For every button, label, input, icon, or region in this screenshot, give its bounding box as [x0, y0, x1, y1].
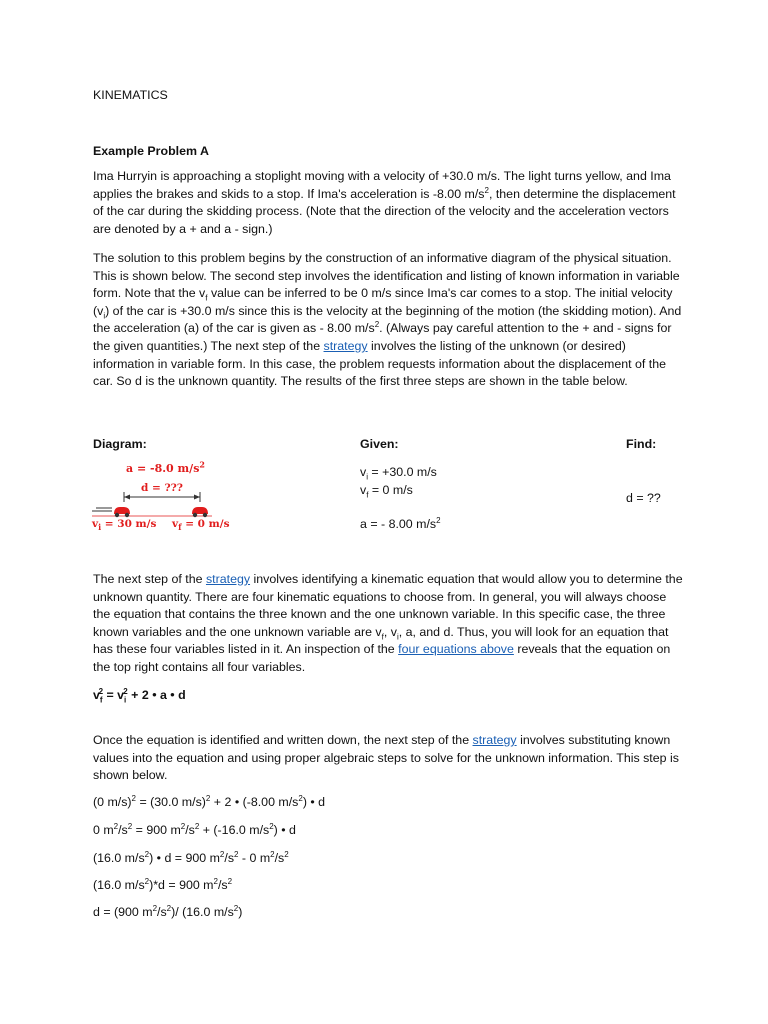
arrowhead-left — [124, 495, 130, 500]
given-a-text: a = - 8.00 m/s — [360, 517, 437, 531]
given-a — [360, 516, 441, 533]
step2-a: 0 m — [93, 823, 114, 837]
diagram-vf-label — [172, 518, 230, 533]
key-eq-sub1: f — [99, 695, 103, 705]
solution-sup-1: 2 — [374, 320, 380, 330]
step5-f: 2 — [233, 903, 239, 913]
key-eq-sup2: 2 — [123, 686, 128, 696]
step3-c: ) • d = 900 m — [149, 851, 220, 865]
four-equations-link[interactable]: four equations above — [398, 642, 514, 657]
step1-b: 2 — [131, 793, 136, 803]
step3-a: (16.0 m/s — [93, 851, 145, 865]
solution-text-4: . (Always pay careful attention to the + and - signs for the given quantities.) The next step of the — [93, 321, 672, 353]
given-vf-v: v — [360, 483, 367, 497]
key-eq-end: + 2 • a • d — [127, 688, 186, 702]
step4-e: /s — [217, 878, 228, 892]
step-4 — [93, 877, 232, 894]
next-step-text-4: , a, and d. Thus, you will look for an equation that has these four variables listed in it. An inspection of the — [93, 624, 669, 657]
document-title: KINEMATICS — [93, 88, 168, 102]
given-vi-sub: i — [366, 472, 368, 482]
given-vi-v: v — [360, 465, 367, 479]
diagram-vi-value: = 30 m/s — [101, 518, 157, 530]
step5-g: ) — [238, 905, 243, 919]
step2-k: ) • d — [273, 823, 296, 837]
given-vf — [360, 482, 413, 499]
solution-text-5: involves the listing of the unknown (or desired) information in variable form. In this case, the problem requests information about the displacement of the car. So d is the unknown quantity. The results of the first three steps are shown in the table below. — [93, 338, 667, 389]
diagram-accel-text: a = -8.0 m/s — [126, 462, 200, 475]
step2-i: + (-16.0 m/s — [199, 823, 270, 837]
strategy-link-2[interactable]: strategy — [205, 572, 251, 586]
diagram-vi-label — [92, 518, 157, 533]
step1-c: = (30.0 m/s) — [136, 795, 206, 809]
example-heading: Example Problem A — [93, 144, 209, 158]
key-eq-mid: = v — [103, 688, 125, 702]
diagram-accel-sup: 2 — [199, 459, 205, 470]
strategy-link-3[interactable]: strategy — [472, 733, 517, 747]
key-eq-sup1: 2 — [98, 686, 104, 696]
step4-a: (16.0 m/s — [93, 878, 145, 892]
problem-text-1: Ima Hurryin is approaching a stoplight moving with a velocity of +30.0 m/s. The light turns yellow, and Ima applies the brakes and skids to a stop. If Ima's acceleration is -8.00 m/s — [93, 169, 671, 201]
diagram-vi-sub: i — [98, 522, 102, 533]
diagram-vf-sub: f — [178, 522, 182, 533]
problem-paragraph — [93, 168, 683, 238]
solution-text-1: The solution to this problem begins by the construction of an informative diagram of the physical situation. This is shown below. The second step involves the identification and listing of known information in variable form. Note that the v — [93, 251, 680, 301]
step3-f: 2 — [234, 849, 239, 859]
next-step-sub-2: i — [396, 632, 399, 642]
next-step-text-1: The next step of the — [93, 572, 206, 586]
diagram-vf-value: = 0 m/s — [181, 518, 230, 530]
step4-c: )*d = 900 m — [149, 878, 214, 892]
diagram-vi-v: v — [92, 518, 99, 530]
step2-e: = 900 m — [132, 823, 181, 837]
step2-d: 2 — [127, 821, 133, 831]
solution-sub-1: f — [205, 293, 208, 303]
step2-c: /s — [118, 823, 128, 837]
skid-diagram — [90, 460, 240, 535]
step1-e: + 2 • (-8.00 m/s — [210, 795, 299, 809]
step3-h: 2 — [270, 849, 275, 859]
key-equation — [93, 687, 186, 704]
step1-f: 2 — [298, 793, 303, 803]
next-step-paragraph — [93, 571, 683, 677]
step-5 — [93, 904, 242, 921]
strategy-link[interactable]: strategy — [323, 338, 368, 353]
step2-f: 2 — [180, 821, 186, 831]
problem-text-2: , then determine the displacement of the car during the skidding process. (Note that the direction of the velocity and the acceleration vectors are denoted by a + and a - sign.) — [93, 186, 676, 236]
step-1 — [93, 794, 325, 811]
step4-b: 2 — [144, 876, 150, 886]
step3-j: 2 — [284, 849, 289, 859]
given-a-sup: 2 — [436, 515, 441, 525]
diagram-header: Diagram: — [93, 437, 147, 451]
step5-a: d = (900 m — [93, 905, 153, 919]
step1-g: ) • d — [302, 795, 326, 809]
step3-i: /s — [274, 851, 285, 865]
key-eq-v1: v — [93, 688, 100, 702]
given-header: Given: — [360, 437, 399, 451]
step5-d: 2 — [166, 903, 172, 913]
step2-b: 2 — [113, 821, 119, 831]
problem-sup-1: 2 — [484, 185, 489, 195]
step3-d: 2 — [219, 849, 225, 859]
find-value: d = ?? — [626, 491, 661, 505]
step4-d: 2 — [213, 876, 218, 886]
step5-e: )/ (16.0 m/s — [171, 905, 234, 919]
solution-text-2: value can be inferred to be 0 m/s since Ima's car comes to a stop. The initial velocity (v — [93, 286, 673, 318]
next-step-text-2: involves identifying a kinematic equation that would allow you to determine the unknown quantity. There are four kinematic equations to choose from. In general, you will always choose the equation that contains the three known and the one unknown variable. In this specific case, the three known variables and the one unknown variable are v — [93, 572, 683, 639]
step1-d: 2 — [205, 793, 211, 803]
arrowhead-right — [194, 495, 200, 500]
substitution-paragraph — [93, 732, 683, 785]
key-eq-sub2: i — [124, 695, 127, 705]
diagram-disp-label: d = ??? — [141, 482, 183, 494]
step3-e: /s — [224, 851, 235, 865]
next-step-text-3: , v — [383, 624, 397, 639]
substitution-text-2: involves substituting known values into the equation and using proper algebraic steps to solve for the unknown information. This step is shown below. — [93, 733, 679, 783]
step5-b: 2 — [152, 903, 158, 913]
step2-g: /s — [185, 823, 195, 837]
step-3 — [93, 850, 289, 867]
step5-c: /s — [157, 905, 167, 919]
step3-b: 2 — [144, 849, 150, 859]
given-vf-value: = 0 m/s — [368, 483, 413, 497]
step2-j: 2 — [269, 821, 274, 831]
step2-h: 2 — [194, 821, 200, 831]
solution-sub-2: i — [103, 311, 106, 321]
given-vf-sub: f — [366, 490, 369, 500]
step-2 — [93, 822, 296, 839]
step3-g: - 0 m — [238, 851, 271, 865]
next-step-sub-1: f — [381, 632, 384, 642]
given-vi — [360, 464, 437, 481]
step4-f: 2 — [227, 876, 233, 886]
given-vi-value: = +30.0 m/s — [367, 465, 437, 479]
substitution-text-1: Once the equation is identified and written down, the next step of the — [93, 733, 473, 747]
find-header: Find: — [626, 437, 657, 451]
diagram-vf-v: v — [172, 518, 179, 530]
solution-text-3: ) of the car is +30.0 m/s since this is the velocity at the beginning of the motion (the skidding motion). And the acceleration (a) of the car is given as - 8.00 m/s — [93, 303, 682, 336]
step1-a: (0 m/s) — [93, 795, 132, 809]
solution-paragraph — [93, 250, 683, 391]
next-step-text-5: reveals that the equation on the top right contains all four variables. — [93, 642, 671, 674]
